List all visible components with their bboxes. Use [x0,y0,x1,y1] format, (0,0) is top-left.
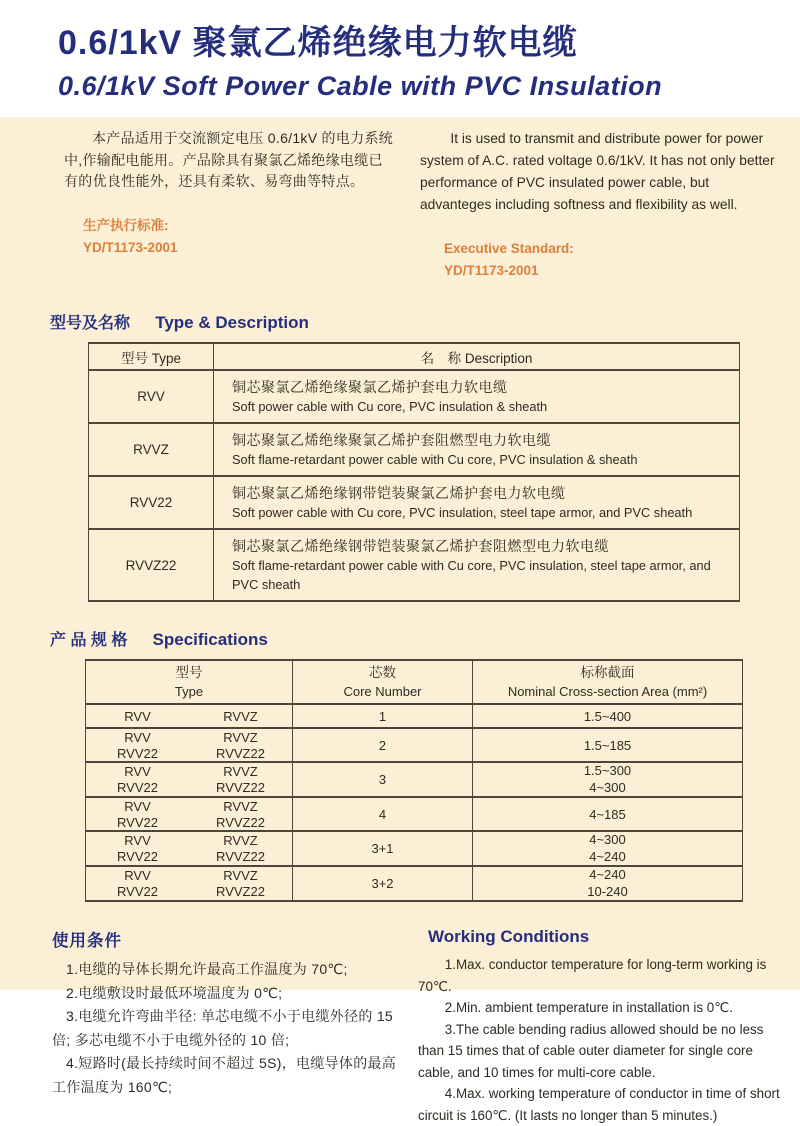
type-section-heading [50,310,800,333]
type-code: RVVZ22 [216,849,265,864]
type-code: RVVZ [223,764,258,779]
area-range [473,762,743,797]
type-code: RVV [124,868,151,883]
conditions-heading-cn: 使用条件 [52,932,122,950]
table-row [86,762,743,797]
type-code: RVV [124,729,151,745]
type-code: RVV [89,370,214,423]
table-row [86,728,743,762]
spec-col-header-core [293,660,473,704]
type-code: RVV22 [117,780,158,795]
description-en: Soft power cable with Cu core, PVC insulation, steel tape armor, and PVC sheath [232,505,693,520]
type-code: RVVZ [223,708,258,724]
type-code: RVV [124,798,151,814]
area-range-line: 4~240 [589,848,626,864]
area-range-line: 10-240 [587,883,628,899]
conditions-heading-en: Working Conditions [428,927,590,946]
type-code: RVVZ [223,833,258,848]
spec-types [86,762,293,797]
standard-value-en: YD/T1173-2001 [444,263,539,278]
list-item: 2.Min. ambient temperature in installation is 0℃. [444,1000,733,1015]
spec-types [86,728,293,762]
type-description [214,423,740,476]
spec-types [86,704,293,728]
area-range: 1.5~400 [473,704,743,728]
intro-paragraph-en: It is used to transmit and distribute power for power system of A.C. rated voltage 0.6/1kV. It has not only better performance of PVC insulated power cable, but advanteges including softness and flexibility as well. [420,131,775,212]
description-cn: 铜芯聚氯乙烯绝缘聚氯乙烯护套阻燃型电力软电缆 [232,432,551,448]
page-body [0,117,800,1123]
list-item: 4.短路时(最长持续时间不超过 5S)，电缆导体的最高工作温度为 160℃; [52,1055,397,1095]
type-description [214,476,740,529]
core-number: 2 [293,728,473,762]
table-row [86,704,743,728]
spec-header-row [86,660,743,704]
table-row [89,423,740,476]
header-type-cn: 型号 [175,665,203,680]
list-item: 1.电缆的导体长期允许最高工作温度为 70℃; [66,961,348,977]
core-number: 3+1 [293,831,473,866]
area-range-line: 4~300 [589,779,626,795]
table-row [89,529,740,601]
type-code: RVV22 [117,884,158,899]
core-number: 4 [293,797,473,831]
spec-heading-en: Specifications [152,630,268,649]
masthead [0,0,800,117]
intro-column-cn [64,128,394,282]
type-code: RVVZ22 [216,780,265,795]
area-range [473,866,743,901]
conditions-section [0,927,800,1126]
intro-column-en [420,128,782,282]
types-col-header-type: 型号 Type [89,343,214,370]
specifications-table [85,659,743,902]
table-row [86,797,743,831]
type-code: RVV22 [117,814,158,830]
type-heading-cn: 型号及名称 [50,315,131,332]
list-item: 1.Max. conductor temperature for long-term working is 70℃. [418,957,767,994]
type-code: RVV [124,764,151,779]
spec-heading-cn: 产 品 规 格 [50,632,128,649]
area-range: 4~185 [473,797,743,831]
header-type-en: Type [174,684,204,699]
spec-types [86,866,293,901]
type-code: RVVZ22 [216,745,265,761]
description-cn: 铜芯聚氯乙烯绝缘聚氯乙烯护套电力软电缆 [232,379,508,395]
description-cn: 铜芯聚氯乙烯绝缘钢带铠装聚氯乙烯护套阻燃型电力软电缆 [232,538,609,554]
spec-types [86,797,293,831]
type-code: RVV [124,833,151,848]
core-number: 3+2 [293,866,473,901]
list-item: 3.电缆允许弯曲半径: 单芯电缆不小于电缆外径的 15 倍; 多芯电缆不小于电缆外径的 10 倍; [52,1008,394,1048]
type-code: RVV22 [89,476,214,529]
description-en: Soft flame-retardant power cable with Cu core, PVC insulation & sheath [232,452,638,467]
conditions-column-cn [52,927,410,1126]
type-description [214,370,740,423]
description-en: Soft power cable with Cu core, PVC insulation & sheath [232,399,548,414]
type-code: RVV22 [117,745,158,761]
type-code: RVVZ [223,868,258,883]
spec-section-heading [50,627,800,650]
intro-paragraph-cn: 本产品适用于交流额定电压 0.6/1kV 的电力系统中,作输配电能用。产品除具有聚氯乙烯绝缘电缆已有的优良性能外，还具有柔软、易弯曲等特点。 [64,130,394,189]
type-code: RVV22 [117,849,158,864]
conditions-list-cn [52,958,410,1099]
type-description [214,529,740,601]
area-range-line: 4~240 [589,867,626,882]
table-row [86,866,743,901]
standard-block-en [444,238,782,282]
standard-label-en: Executive Standard: [444,241,574,256]
standard-block-cn [83,215,394,259]
type-code: RVVZ [89,423,214,476]
type-code: RVVZ22 [216,884,265,899]
standard-label-cn: 生产执行标准: [83,217,169,233]
area-range [473,831,743,866]
header-area-en: Nominal Cross-section Area (mm²) [507,684,708,699]
type-code: RVVZ22 [89,529,214,601]
table-row [89,370,740,423]
table-row [86,831,743,866]
type-code: RVVZ [223,729,258,745]
spec-types [86,831,293,866]
page-title-en: 0.6/1kV Soft Power Cable with PVC Insulation [58,71,663,101]
core-number: 3 [293,762,473,797]
spec-col-header-type [86,660,293,704]
header-core-cn: 芯数 [369,665,396,680]
description-en: Soft flame-retardant power cable with Cu core, PVC insulation, steel tape armor, and PVC sheath [232,558,711,592]
type-code: RVVZ [223,798,258,814]
types-header-row [89,343,740,370]
type-code: RVV [124,708,151,724]
type-code: RVVZ22 [216,814,265,830]
list-item: 2.电缆敷设时最低环境温度为 0℃; [66,984,283,1001]
page-title-cn: 0.6/1kV 聚氯乙烯绝缘电力软电缆 [58,24,578,62]
description-cn: 铜芯聚氯乙烯绝缘钢带铠装聚氯乙烯护套电力软电缆 [232,485,566,501]
area-range: 1.5~185 [473,728,743,762]
type-heading-en: Type & Description [155,313,309,332]
header-core-en: Core Number [343,684,422,699]
types-col-header-desc: 名 称 Description [214,343,740,370]
area-range-line: 4~300 [589,832,626,847]
conditions-column-en [418,927,790,1126]
list-item: 4.Max. working temperature of conductor in time of short circuit is 160℃. (It lasts no longer than 5 minutes.) [418,1086,780,1123]
core-number: 1 [293,704,473,728]
list-item: 3.The cable bending radius allowed should be no less than 15 times that of cable outer diameter for single core cable, and 10 times for multi-core cable. [418,1021,764,1080]
area-range-line: 1.5~300 [583,763,632,778]
standard-value-cn: YD/T1173-2001 [83,239,178,255]
intro-section [0,128,800,282]
spec-col-header-area [473,660,743,704]
type-description-table [88,342,740,602]
conditions-list-en [418,954,790,1126]
table-row [89,476,740,529]
header-area-cn: 标称截面 [580,665,635,680]
